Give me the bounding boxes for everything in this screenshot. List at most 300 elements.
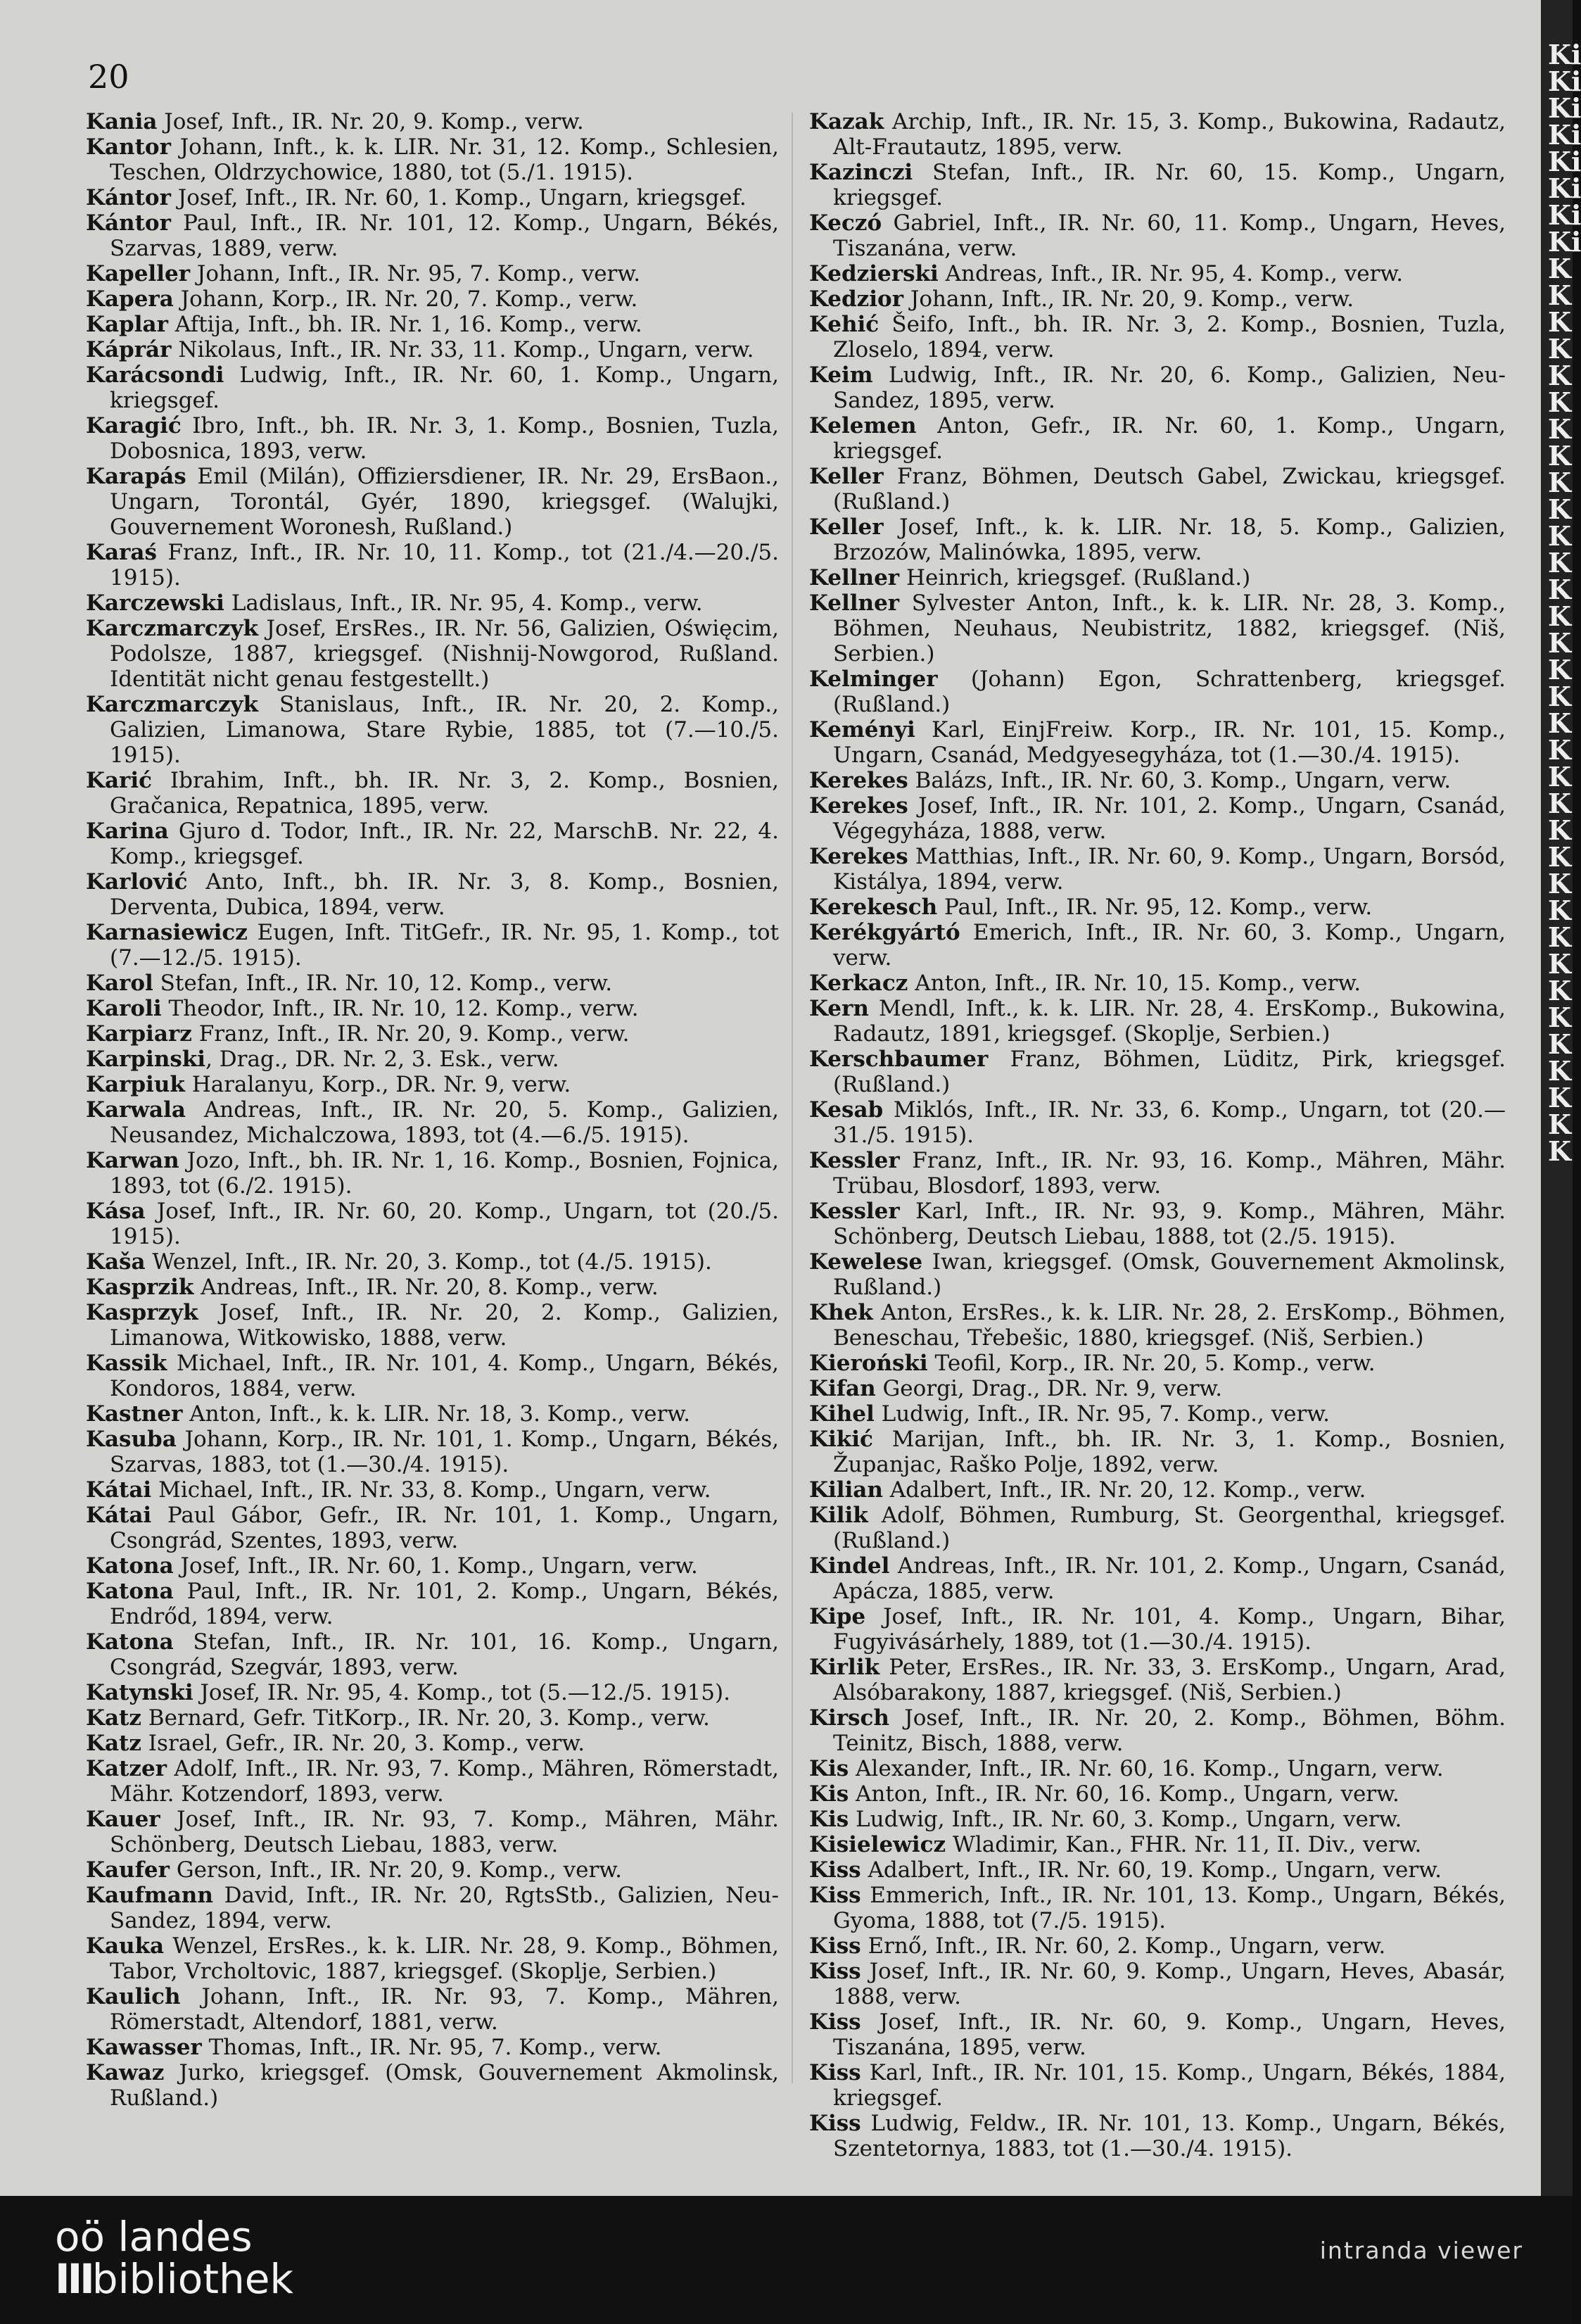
- register-entry: [86, 1680, 779, 1705]
- entry-details: Anton, Inft., IR. Nr. 10, 15. Komp., verw.: [908, 971, 1361, 996]
- entry-surname: Kassik: [86, 1351, 167, 1376]
- entry-surname: Kis: [809, 1781, 849, 1807]
- register-entry: [86, 1199, 779, 1249]
- register-entry: [86, 1629, 779, 1680]
- entry-details: Johann, Inft., IR. Nr. 95, 7. Komp., verw.: [190, 261, 641, 286]
- register-entry: [86, 1148, 779, 1199]
- entry-details: Anton, ErsRes., k. k. LIR. Nr. 28, 2. ErsKomp., Böhmen, Beneschau, Třebešic, 1880, kriegsgef. (Niš, Serbien.): [833, 1300, 1506, 1351]
- entry-details: Matthias, Inft., IR. Nr. 60, 9. Komp., Ungarn, Borsód, Kistálya, 1894, verw.: [833, 844, 1506, 895]
- entry-details: Johann, Inft., k. k. LIR. Nr. 31, 12. Komp., Schlesien, Teschen, Oldrzychowice, 1880, tot (5./1. 1915).: [110, 134, 779, 185]
- register-entry: [86, 337, 779, 362]
- register-entry: [809, 1553, 1506, 1604]
- entry-surname: Karwala: [86, 1097, 186, 1123]
- entry-details: Šeifo, Inft., bh. IR. Nr. 3, 2. Komp., Bosnien, Tuzla, Zloselo, 1894, verw.: [833, 312, 1506, 362]
- entry-surname: Katona: [86, 1553, 174, 1579]
- entry-surname: Karczmarczyk: [86, 692, 259, 717]
- entry-surname: Kerékgyártó: [809, 920, 960, 945]
- entry-details: Josef, Inft., IR. Nr. 20, 2. Komp., Galizien, Limanowa, Witkowisko, 1888, verw.: [110, 1300, 779, 1351]
- entry-surname: Kauer: [86, 1807, 160, 1832]
- entry-details: Wenzel, Inft., IR. Nr. 20, 3. Komp., tot (4./5. 1915).: [145, 1249, 712, 1275]
- next-page-glyph: K: [1548, 1109, 1572, 1140]
- entry-surname: Karpiarz: [86, 1021, 192, 1047]
- entry-surname: Kewelese: [809, 1249, 923, 1275]
- register-entry: [86, 1072, 779, 1097]
- entry-surname: Kern: [809, 996, 869, 1021]
- entry-details: Johann, Korp., IR. Nr. 101, 1. Komp., Ungarn, Békés, Szarvas, 1883, tot (1.—30./4. 1915).: [110, 1427, 779, 1477]
- register-entry: [86, 362, 779, 413]
- entry-details: Georgi, Drag., DR. Nr. 9, verw.: [875, 1376, 1223, 1401]
- entry-surname: Karoli: [86, 996, 162, 1021]
- entry-surname: Kifan: [809, 1376, 876, 1401]
- entry-surname: Kehić: [809, 312, 880, 337]
- register-entry: [809, 844, 1506, 895]
- entry-details: Josef, Inft., IR. Nr. 20, 9. Komp., verw.: [157, 109, 584, 134]
- register-entry: [809, 1933, 1506, 1959]
- entry-details: Michael, Inft., IR. Nr. 33, 8. Komp., Ungarn, verw.: [151, 1477, 711, 1503]
- next-page-glyph: K: [1548, 600, 1572, 632]
- next-page-glyph: K: [1548, 333, 1572, 365]
- entry-surname: Karczmarczyk: [86, 616, 259, 641]
- entry-surname: Kaufer: [86, 1857, 170, 1883]
- entry-surname: Kedzior: [809, 286, 904, 312]
- entry-surname: Kis: [809, 1756, 849, 1781]
- entry-details: Adolf, Inft., IR. Nr. 93, 7. Komp., Mähren, Römerstadt, Mähr. Kotzendorf, 1893, verw.: [110, 1756, 779, 1807]
- entry-details: (Johann) Egon, Schrattenberg, kriegsgef. (Rußland.): [833, 667, 1506, 717]
- entry-surname: Kapera: [86, 286, 174, 312]
- register-entry: [809, 1427, 1506, 1477]
- entry-surname: Karapás: [86, 464, 186, 489]
- register-entry: [809, 717, 1506, 768]
- register-entry: [809, 971, 1506, 996]
- next-page-glyph: Ki: [1548, 92, 1581, 124]
- entry-details: Ludwig, Inft., IR. Nr. 60, 3. Komp., Ungarn, verw.: [849, 1807, 1402, 1832]
- next-page-edge: [1548, 39, 1581, 2189]
- next-page-glyph: K: [1548, 413, 1572, 445]
- register-entry: [86, 286, 779, 312]
- entry-surname: Keller: [809, 514, 884, 540]
- entry-surname: Kilian: [809, 1477, 883, 1503]
- entry-details: Wladimir, Kan., FHR. Nr. 11, II. Div., verw.: [946, 1832, 1422, 1857]
- entry-surname: Karczewski: [86, 591, 224, 616]
- next-page-glyph: Ki: [1548, 199, 1581, 231]
- entry-surname: Kieroński: [809, 1351, 928, 1376]
- register-entry: [809, 565, 1506, 591]
- entry-details: Iwan, kriegsgef. (Omsk, Gouvernement Akmolinsk, Rußland.): [833, 1249, 1506, 1300]
- entry-details: Paul, Inft., IR. Nr. 101, 2. Komp., Ungarn, Békés, Endrőd, 1894, verw.: [110, 1579, 779, 1629]
- entry-details: Paul Gábor, Gefr., IR. Nr. 101, 1. Komp., Ungarn, Csongrád, Szentes, 1893, verw.: [110, 1503, 779, 1553]
- entry-surname: Kantor: [86, 134, 171, 160]
- entry-surname: Katynski: [86, 1680, 193, 1705]
- register-entry: [809, 2060, 1506, 2111]
- entry-surname: Kikić: [809, 1427, 873, 1452]
- register-entry: [809, 667, 1506, 717]
- entry-surname: Káprár: [86, 337, 172, 362]
- entry-details: Johann, Inft., IR. Nr. 20, 9. Komp., verw.: [903, 286, 1354, 312]
- entry-surname: Khek: [809, 1300, 873, 1325]
- entry-surname: Kellner: [809, 591, 900, 616]
- entry-surname: Kawaz: [86, 2060, 165, 2085]
- next-page-glyph: K: [1548, 707, 1572, 739]
- entry-details: Emmerich, Inft., IR. Nr. 101, 13. Komp., Ungarn, Békés, Gyoma, 1888, tot (7./5. 1915).: [833, 1883, 1506, 1933]
- entry-surname: Kiss: [809, 1883, 861, 1908]
- entry-surname: Kis: [809, 1807, 849, 1832]
- entry-surname: Kántor: [86, 185, 171, 210]
- entry-surname: Karlović: [86, 869, 188, 895]
- entry-surname: Kerschbaumer: [809, 1047, 989, 1072]
- entry-details: Haralanyu, Korp., DR. Nr. 9, verw.: [184, 1072, 571, 1097]
- entry-details: Franz, Inft., IR. Nr. 10, 11. Komp., tot (21./4.—20./5. 1915).: [110, 540, 779, 591]
- entry-details: Andreas, Inft., IR. Nr. 95, 4. Komp., verw.: [938, 261, 1404, 286]
- register-entry: [809, 996, 1506, 1047]
- entry-details: Sylvester Anton, Inft., k. k. LIR. Nr. 28, 3. Komp., Böhmen, Neuhaus, Neubistritz, 1882, kriegsgef. (Niš, Serbien.): [833, 591, 1506, 667]
- register-entry: [86, 971, 779, 996]
- register-entry: [809, 1807, 1506, 1832]
- entry-details: Theodor, Inft., IR. Nr. 10, 12. Komp., verw.: [161, 996, 639, 1021]
- entry-surname: Karina: [86, 819, 169, 844]
- entry-details: Josef, ErsRes., IR. Nr. 56, Galizien, Oświęcim, Podolsze, 1887, kriegsgef. (Nishnij-Nowgorod, Rußland. Identität nicht genau festgestellt.): [110, 616, 779, 692]
- entry-surname: Kessler: [809, 1199, 900, 1224]
- entry-details: Emerich, Inft., IR. Nr. 60, 3. Komp., Ungarn, verw.: [833, 920, 1506, 971]
- entry-details: Franz, Inft., IR. Nr. 20, 9. Komp., verw.: [191, 1021, 630, 1047]
- entry-surname: Kátai: [86, 1503, 152, 1528]
- next-page-glyph: K: [1548, 788, 1572, 819]
- logo-line-2: bibliothek: [91, 2255, 293, 2303]
- entry-details: Teofil, Korp., IR. Nr. 20, 5. Komp., verw.: [927, 1351, 1376, 1376]
- register-entry: [809, 1300, 1506, 1351]
- entry-details: Josef, Inft., IR. Nr. 60, 1. Komp., Ungarn, verw.: [173, 1553, 698, 1579]
- register-entry: [809, 1199, 1506, 1249]
- register-entry: [86, 1705, 779, 1731]
- register-entry: [86, 1756, 779, 1807]
- entry-surname: Kátai: [86, 1477, 152, 1503]
- register-entry: [86, 1807, 779, 1857]
- entry-details: Archip, Inft., IR. Nr. 15, 3. Komp., Bukowina, Radautz, Alt-Frautautz, 1895, verw.: [833, 109, 1506, 160]
- next-page-glyph: K: [1548, 440, 1572, 472]
- entry-details: Bernard, Gefr. TitKorp., IR. Nr. 20, 3. Komp., verw.: [141, 1705, 710, 1731]
- register-entry: [809, 210, 1506, 261]
- entry-surname: Karpinski: [86, 1047, 206, 1072]
- entry-surname: Karol: [86, 971, 153, 996]
- register-entry: [86, 1579, 779, 1629]
- entry-surname: Kazak: [809, 109, 884, 134]
- entry-details: Ludwig, Inft., IR. Nr. 20, 6. Komp., Galizien, Neu-Sandez, 1895, verw.: [833, 362, 1506, 413]
- entry-surname: Kihel: [809, 1401, 875, 1427]
- entry-details: Balázs, Inft., IR. Nr. 60, 3. Komp., Ungarn, verw.: [908, 768, 1452, 793]
- register-entry: [86, 692, 779, 768]
- next-page-glyph: Ki: [1548, 226, 1581, 258]
- register-entry: [809, 1655, 1506, 1705]
- entry-surname: Kiss: [809, 2060, 861, 2085]
- register-entry: [809, 109, 1506, 160]
- entry-surname: Kiss: [809, 1959, 861, 1984]
- entry-details: David, Inft., IR. Nr. 20, RgtsStb., Galizien, Neu-Sandez, 1894, verw.: [110, 1883, 779, 1933]
- register-entry: [809, 312, 1506, 362]
- register-entry: [809, 895, 1506, 920]
- register-entry: [86, 1249, 779, 1275]
- entry-surname: Kaša: [86, 1249, 146, 1275]
- entry-details: Josef, Inft., IR. Nr. 20, 2. Komp., Böhmen, Böhm. Teinitz, Bisch, 1888, verw.: [833, 1705, 1506, 1756]
- entry-details: Ibro, Inft., bh. IR. Nr. 3, 1. Komp., Bosnien, Tuzla, Dobosnica, 1893, verw.: [110, 413, 779, 464]
- entry-surname: Kasuba: [86, 1427, 177, 1452]
- entry-surname: Kedzierski: [809, 261, 939, 286]
- register-entry: [86, 134, 779, 185]
- register-entry: [809, 1756, 1506, 1781]
- entry-surname: Karagić: [86, 413, 182, 438]
- register-entry: [86, 1351, 779, 1401]
- next-page-glyph: K: [1548, 547, 1572, 579]
- entry-surname: Kapeller: [86, 261, 191, 286]
- register-entry: [86, 1731, 779, 1756]
- entry-details: Gabriel, Inft., IR. Nr. 60, 11. Komp., Ungarn, Heves, Tiszanána, verw.: [833, 210, 1506, 261]
- next-page-glyph: Ki: [1548, 146, 1581, 177]
- register-entry: [809, 1376, 1506, 1401]
- entry-surname: Kazinczi: [809, 160, 913, 185]
- entry-details: Stefan, Inft., IR. Nr. 10, 12. Komp., verw.: [153, 971, 613, 996]
- entry-details: Josef, Inft., IR. Nr. 60, 9. Komp., Ungarn, Heves, Abasár, 1888, verw.: [833, 1959, 1506, 2009]
- register-entry: [86, 109, 779, 134]
- entry-details: Israel, Gefr., IR. Nr. 20, 3. Komp., verw.: [141, 1731, 585, 1756]
- entry-details: Peter, ErsRes., IR. Nr. 33, 3. ErsKomp., Ungarn, Arad, Alsóbarakony, 1887, kriegsgef. (Niš, Serbien.): [833, 1655, 1506, 1705]
- logo-line-1: oö landes: [55, 2213, 253, 2261]
- next-page-glyph: K: [1548, 493, 1572, 525]
- entry-surname: Kania: [86, 109, 158, 134]
- register-entry: [809, 1249, 1506, 1300]
- entry-details: Wenzel, ErsRes., k. k. LIR. Nr. 28, 9. Komp., Böhmen, Tabor, Vrcholtovic, 1887, kriegsgef. (Skoplje, Serbien.): [110, 1933, 779, 1984]
- register-entry: [86, 819, 779, 869]
- column-divider: [792, 113, 793, 2083]
- entry-details: Josef, Inft., IR. Nr. 101, 2. Komp., Ungarn, Csanád, Végegyháza, 1888, verw.: [833, 793, 1506, 844]
- entry-surname: Kerekes: [809, 844, 908, 869]
- register-entry: [809, 591, 1506, 667]
- entry-surname: Karić: [86, 768, 153, 793]
- register-entry: [86, 1300, 779, 1351]
- entry-details: Ibrahim, Inft., bh. IR. Nr. 3, 2. Komp., Bosnien, Gračanica, Repatnica, 1895, verw.: [110, 768, 779, 819]
- logo-bars-icon: III: [55, 2255, 92, 2303]
- register-entry: [86, 413, 779, 464]
- library-logo[interactable]: [55, 2213, 293, 2303]
- register-entry: [809, 464, 1506, 514]
- entry-surname: Kisielewicz: [809, 1832, 946, 1857]
- entry-details: Josef, Inft., IR. Nr. 60, 9. Komp., Ungarn, Heves, Tiszanána, 1895, verw.: [833, 2009, 1506, 2060]
- register-entry: [86, 1933, 779, 1984]
- next-page-glyph: K: [1548, 1082, 1572, 1113]
- entry-surname: Kasprzik: [86, 1275, 194, 1300]
- next-page-glyph: K: [1548, 654, 1572, 686]
- entry-surname: Kilik: [809, 1503, 868, 1528]
- entry-surname: Keller: [809, 464, 884, 489]
- entry-details: Paul, Inft., IR. Nr. 101, 12. Komp., Ungarn, Békés, Szarvas, 1889, verw.: [110, 210, 779, 261]
- entry-details: Ludwig, Inft., IR. Nr. 60, 1. Komp., Ungarn, kriegsgef.: [110, 362, 779, 413]
- register-entry: [86, 464, 779, 540]
- next-page-glyph: K: [1548, 948, 1572, 980]
- next-page-glyph: K: [1548, 627, 1572, 659]
- entry-surname: Kerekes: [809, 793, 908, 819]
- entry-details: Josef, Inft., IR. Nr. 101, 4. Komp., Ungarn, Bihar, Fugyivásárhely, 1889, tot (1.—30./4. 1915).: [833, 1604, 1506, 1655]
- next-page-glyph: K: [1548, 841, 1572, 873]
- entry-surname: Kirlik: [809, 1655, 880, 1680]
- entry-details: Miklós, Inft., IR. Nr. 33, 6. Komp., Ungarn, tot (20.—31./5. 1915).: [833, 1097, 1506, 1148]
- viewer-brand[interactable]: intranda viewer: [1319, 2237, 1523, 2264]
- register-entry: [86, 1427, 779, 1477]
- next-page-glyph: Ki: [1548, 39, 1581, 70]
- entry-details: Mendl, Inft., k. k. LIR. Nr. 28, 4. ErsKomp., Bukowina, Radautz, 1891, kriegsgef. (Skoplje, Serbien.): [833, 996, 1506, 1047]
- register-entry: [86, 1503, 779, 1553]
- entry-details: Karl, Inft., IR. Nr. 93, 9. Komp., Mähren, Mähr. Schönberg, Deutsch Liebau, 1888, tot (2./5. 1915).: [833, 1199, 1506, 1249]
- entry-details: Jurko, kriegsgef. (Omsk, Gouvernement Akmolinsk, Rußland.): [110, 2060, 779, 2111]
- register-entry: [86, 1275, 779, 1300]
- entry-surname: Kellner: [809, 565, 900, 591]
- register-entry: [809, 920, 1506, 971]
- next-page-glyph: K: [1548, 520, 1572, 552]
- entry-details: Josef, Inft., IR. Nr. 93, 7. Komp., Mähren, Mähr. Schönberg, Deutsch Liebau, 1883, verw.: [110, 1807, 779, 1857]
- entry-surname: Karwan: [86, 1148, 179, 1173]
- entry-details: Franz, Böhmen, Lüditz, Pirk, kriegsgef. (Rußland.): [833, 1047, 1506, 1097]
- entry-details: , Drag., DR. Nr. 2, 3. Esk., verw.: [205, 1047, 559, 1072]
- entry-details: Johann, Inft., IR. Nr. 93, 7. Komp., Mähren, Römerstadt, Altendorf, 1881, verw.: [110, 1984, 779, 2035]
- entry-surname: Kaufmann: [86, 1883, 213, 1908]
- entry-surname: Kerkacz: [809, 971, 908, 996]
- entry-surname: Kelminger: [809, 667, 938, 692]
- entry-details: Stanislaus, Inft., IR. Nr. 20, 2. Komp., Galizien, Limanowa, Stare Rybie, 1885, tot (7.—10./5. 1915).: [110, 692, 779, 768]
- left-column: [86, 109, 779, 2111]
- register-entry: [809, 362, 1506, 413]
- entry-details: Alexander, Inft., IR. Nr. 60, 16. Komp., Ungarn, verw.: [849, 1756, 1444, 1781]
- next-page-glyph: K: [1548, 1002, 1572, 1033]
- entry-details: Adalbert, Inft., IR. Nr. 20, 12. Komp., verw.: [882, 1477, 1366, 1503]
- entry-surname: Karaś: [86, 540, 157, 565]
- entry-surname: Kastner: [86, 1401, 183, 1427]
- register-entry: [809, 1477, 1506, 1503]
- entry-details: Josef, Inft., IR. Nr. 60, 20. Komp., Ungarn, tot (20./5. 1915).: [110, 1199, 779, 1249]
- entry-surname: Katona: [86, 1579, 174, 1604]
- next-page-glyph: K: [1548, 921, 1572, 953]
- register-entry: [809, 1781, 1506, 1807]
- register-entry: [86, 996, 779, 1021]
- entry-details: Franz, Inft., IR. Nr. 93, 16. Komp., Mähren, Mähr. Trübau, Blosdorf, 1893, verw.: [833, 1148, 1506, 1199]
- entry-details: Emil (Milán), Offiziersdiener, IR. Nr. 29, ErsBaon., Ungarn, Torontál, Gyér, 1890, kriegsgef. (Walujki, Gouvernement Woronesh, Rußland.): [110, 464, 779, 540]
- entry-surname: Kiss: [809, 2009, 861, 2035]
- entry-details: Josef, IR. Nr. 95, 4. Komp., tot (5.—12./5. 1915).: [193, 1680, 730, 1705]
- entry-details: Josef, Inft., k. k. LIR. Nr. 18, 5. Komp., Galizien, Brzozów, Malinówka, 1895, verw.: [833, 514, 1506, 565]
- next-page-glyph: K: [1548, 360, 1572, 391]
- entry-surname: Karpiuk: [86, 1072, 185, 1097]
- register-entry: [809, 2009, 1506, 2060]
- entry-details: Eugen, Inft. TitGefr., IR. Nr. 95, 1. Komp., tot (7.—12./5. 1915).: [110, 920, 779, 971]
- register-entry: [86, 1021, 779, 1047]
- register-entry: [809, 2111, 1506, 2161]
- next-page-glyph: Ki: [1548, 172, 1581, 204]
- entry-details: Gjuro d. Todor, Inft., IR. Nr. 22, MarschB. Nr. 22, 4. Komp., kriegsgef.: [110, 819, 779, 869]
- entry-surname: Kasprzyk: [86, 1300, 198, 1325]
- register-entry: [86, 2060, 779, 2111]
- register-entry: [809, 1351, 1506, 1376]
- entry-surname: Kirsch: [809, 1705, 889, 1731]
- entry-surname: Karnasiewicz: [86, 920, 248, 945]
- entry-surname: Kiss: [809, 1857, 861, 1883]
- page-number: 20: [88, 58, 129, 96]
- entry-surname: Kauka: [86, 1933, 165, 1959]
- entry-details: Stefan, Inft., IR. Nr. 60, 15. Komp., Ungarn, kriegsgef.: [833, 160, 1506, 210]
- register-entry: [86, 869, 779, 920]
- entry-surname: Kiss: [809, 1933, 861, 1959]
- register-entry: [809, 1857, 1506, 1883]
- next-page-glyph: K: [1548, 386, 1572, 418]
- entry-surname: Kipe: [809, 1604, 866, 1629]
- register-entry: [86, 1857, 779, 1883]
- entry-details: Andreas, Inft., IR. Nr. 20, 8. Komp., verw.: [193, 1275, 659, 1300]
- next-page-glyph: K: [1548, 574, 1572, 605]
- register-entry: [86, 1553, 779, 1579]
- entry-surname: Kiss: [809, 2111, 861, 2136]
- entry-surname: Kántor: [86, 210, 171, 236]
- entry-details: Johann, Korp., IR. Nr. 20, 7. Komp., verw.: [173, 286, 638, 312]
- register-entry: [86, 312, 779, 337]
- entry-details: Marijan, Inft., bh. IR. Nr. 3, 1. Komp., Bosnien, Županjac, Raško Polje, 1892, verw.: [833, 1427, 1506, 1477]
- register-entry: [809, 1047, 1506, 1097]
- register-entry: [86, 185, 779, 210]
- entry-details: Michael, Inft., IR. Nr. 101, 4. Komp., Ungarn, Békés, Kondoros, 1884, verw.: [110, 1351, 779, 1401]
- entry-details: Anton, Inft., IR. Nr. 60, 16. Komp., Ungarn, verw.: [849, 1781, 1399, 1807]
- register-entry: [809, 261, 1506, 286]
- next-page-glyph: K: [1548, 306, 1572, 338]
- entry-details: Adalbert, Inft., IR. Nr. 60, 19. Komp., Ungarn, verw.: [861, 1857, 1442, 1883]
- register-entry: [809, 1148, 1506, 1199]
- next-page-glyph: K: [1548, 761, 1572, 792]
- entry-surname: Karácsondi: [86, 362, 224, 388]
- next-page-glyph: K: [1548, 975, 1572, 1006]
- next-page-glyph: K: [1548, 253, 1572, 284]
- register-entry: [86, 1401, 779, 1427]
- entry-details: Anto, Inft., bh. IR. Nr. 3, 8. Komp., Bosnien, Derventa, Dubica, 1894, verw.: [110, 869, 779, 920]
- entry-details: Gerson, Inft., IR. Nr. 20, 9. Komp., verw.: [169, 1857, 623, 1883]
- entry-details: Karl, Inft., IR. Nr. 101, 15. Komp., Ungarn, Békés, 1884, kriegsgef.: [833, 2060, 1506, 2111]
- entry-details: Karl, EinjFreiw. Korp., IR. Nr. 101, 15. Komp., Ungarn, Csanád, Medgyesegyháza, tot (1.—30./4. 1915).: [833, 717, 1506, 768]
- register-entry: [809, 514, 1506, 565]
- entry-details: Ernő, Inft., IR. Nr. 60, 2. Komp., Ungarn, verw.: [861, 1933, 1386, 1959]
- register-entry: [809, 768, 1506, 793]
- next-page-glyph: K: [1548, 1028, 1572, 1060]
- entry-surname: Kindel: [809, 1553, 890, 1579]
- entry-details: Aftija, Inft., bh. IR. Nr. 1, 16. Komp., verw.: [167, 312, 642, 337]
- entry-details: Paul, Inft., IR. Nr. 95, 12. Komp., verw.: [937, 895, 1373, 920]
- right-column: [809, 109, 1506, 2161]
- next-page-glyph: K: [1548, 467, 1572, 498]
- register-entry: [809, 1604, 1506, 1655]
- entry-details: Franz, Böhmen, Deutsch Gabel, Zwickau, kriegsgef. (Rußland.): [833, 464, 1506, 514]
- next-page-glyph: K: [1548, 279, 1572, 311]
- entry-surname: Kerekes: [809, 768, 908, 793]
- entry-details: Ladislaus, Inft., IR. Nr. 95, 4. Komp., verw.: [224, 591, 703, 616]
- entry-surname: Katzer: [86, 1756, 167, 1781]
- entry-surname: Keim: [809, 362, 873, 388]
- entry-surname: Katz: [86, 1731, 141, 1756]
- entry-surname: Kesab: [809, 1097, 884, 1123]
- entry-details: Josef, Inft., IR. Nr. 60, 1. Komp., Ungarn, kriegsgef.: [170, 185, 747, 210]
- register-entry: [809, 1832, 1506, 1857]
- register-entry: [809, 286, 1506, 312]
- register-entry: [86, 540, 779, 591]
- entry-details: Jozo, Inft., bh. IR. Nr. 1, 16. Komp., Bosnien, Fojnica, 1893, tot (6./2. 1915).: [110, 1148, 779, 1199]
- register-entry: [86, 1984, 779, 2035]
- register-entry: [86, 1477, 779, 1503]
- entry-details: Heinrich, kriegsgef. (Rußland.): [899, 565, 1251, 591]
- entry-surname: Keményi: [809, 717, 915, 743]
- next-page-glyph: K: [1548, 814, 1572, 846]
- register-entry: [809, 1959, 1506, 2009]
- entry-surname: Kerekesch: [809, 895, 938, 920]
- next-page-glyph: K: [1548, 1055, 1572, 1087]
- entry-details: Andreas, Inft., IR. Nr. 101, 2. Komp., Ungarn, Csanád, Apácza, 1885, verw.: [833, 1553, 1506, 1604]
